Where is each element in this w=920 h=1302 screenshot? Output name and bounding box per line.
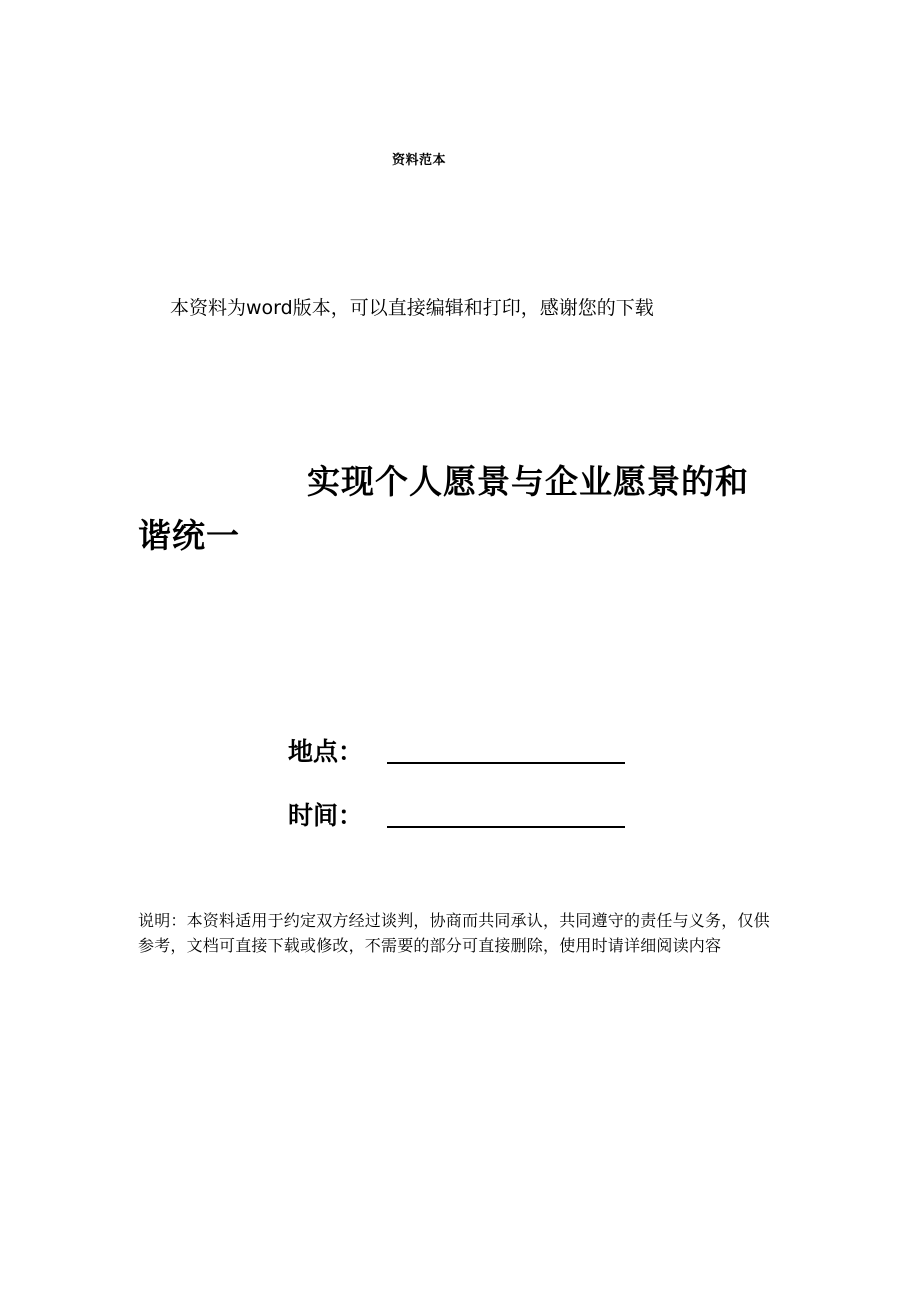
download-notice: 本资料为word版本，可以直接编辑和打印，感谢您的下载 — [170, 297, 654, 319]
document-title: 实现个人愿景与企业愿景的和谐统一 — [138, 462, 749, 555]
time-blank-line — [387, 826, 625, 828]
location-field — [288, 730, 625, 770]
time-field — [288, 794, 625, 834]
usage-description: 说明：本资料适用于约定双方经过谈判，协商而共同承认，共同遵守的责任与义务，仅供参考，文档可直接下载或修改，不需要的部分可直接删除，使用时请详细阅读内容 — [138, 911, 770, 955]
location-blank-line — [387, 762, 625, 764]
header-label: 资料范本 — [392, 153, 447, 168]
location-label: 地点： — [288, 737, 364, 766]
time-label: 时间： — [288, 801, 364, 830]
